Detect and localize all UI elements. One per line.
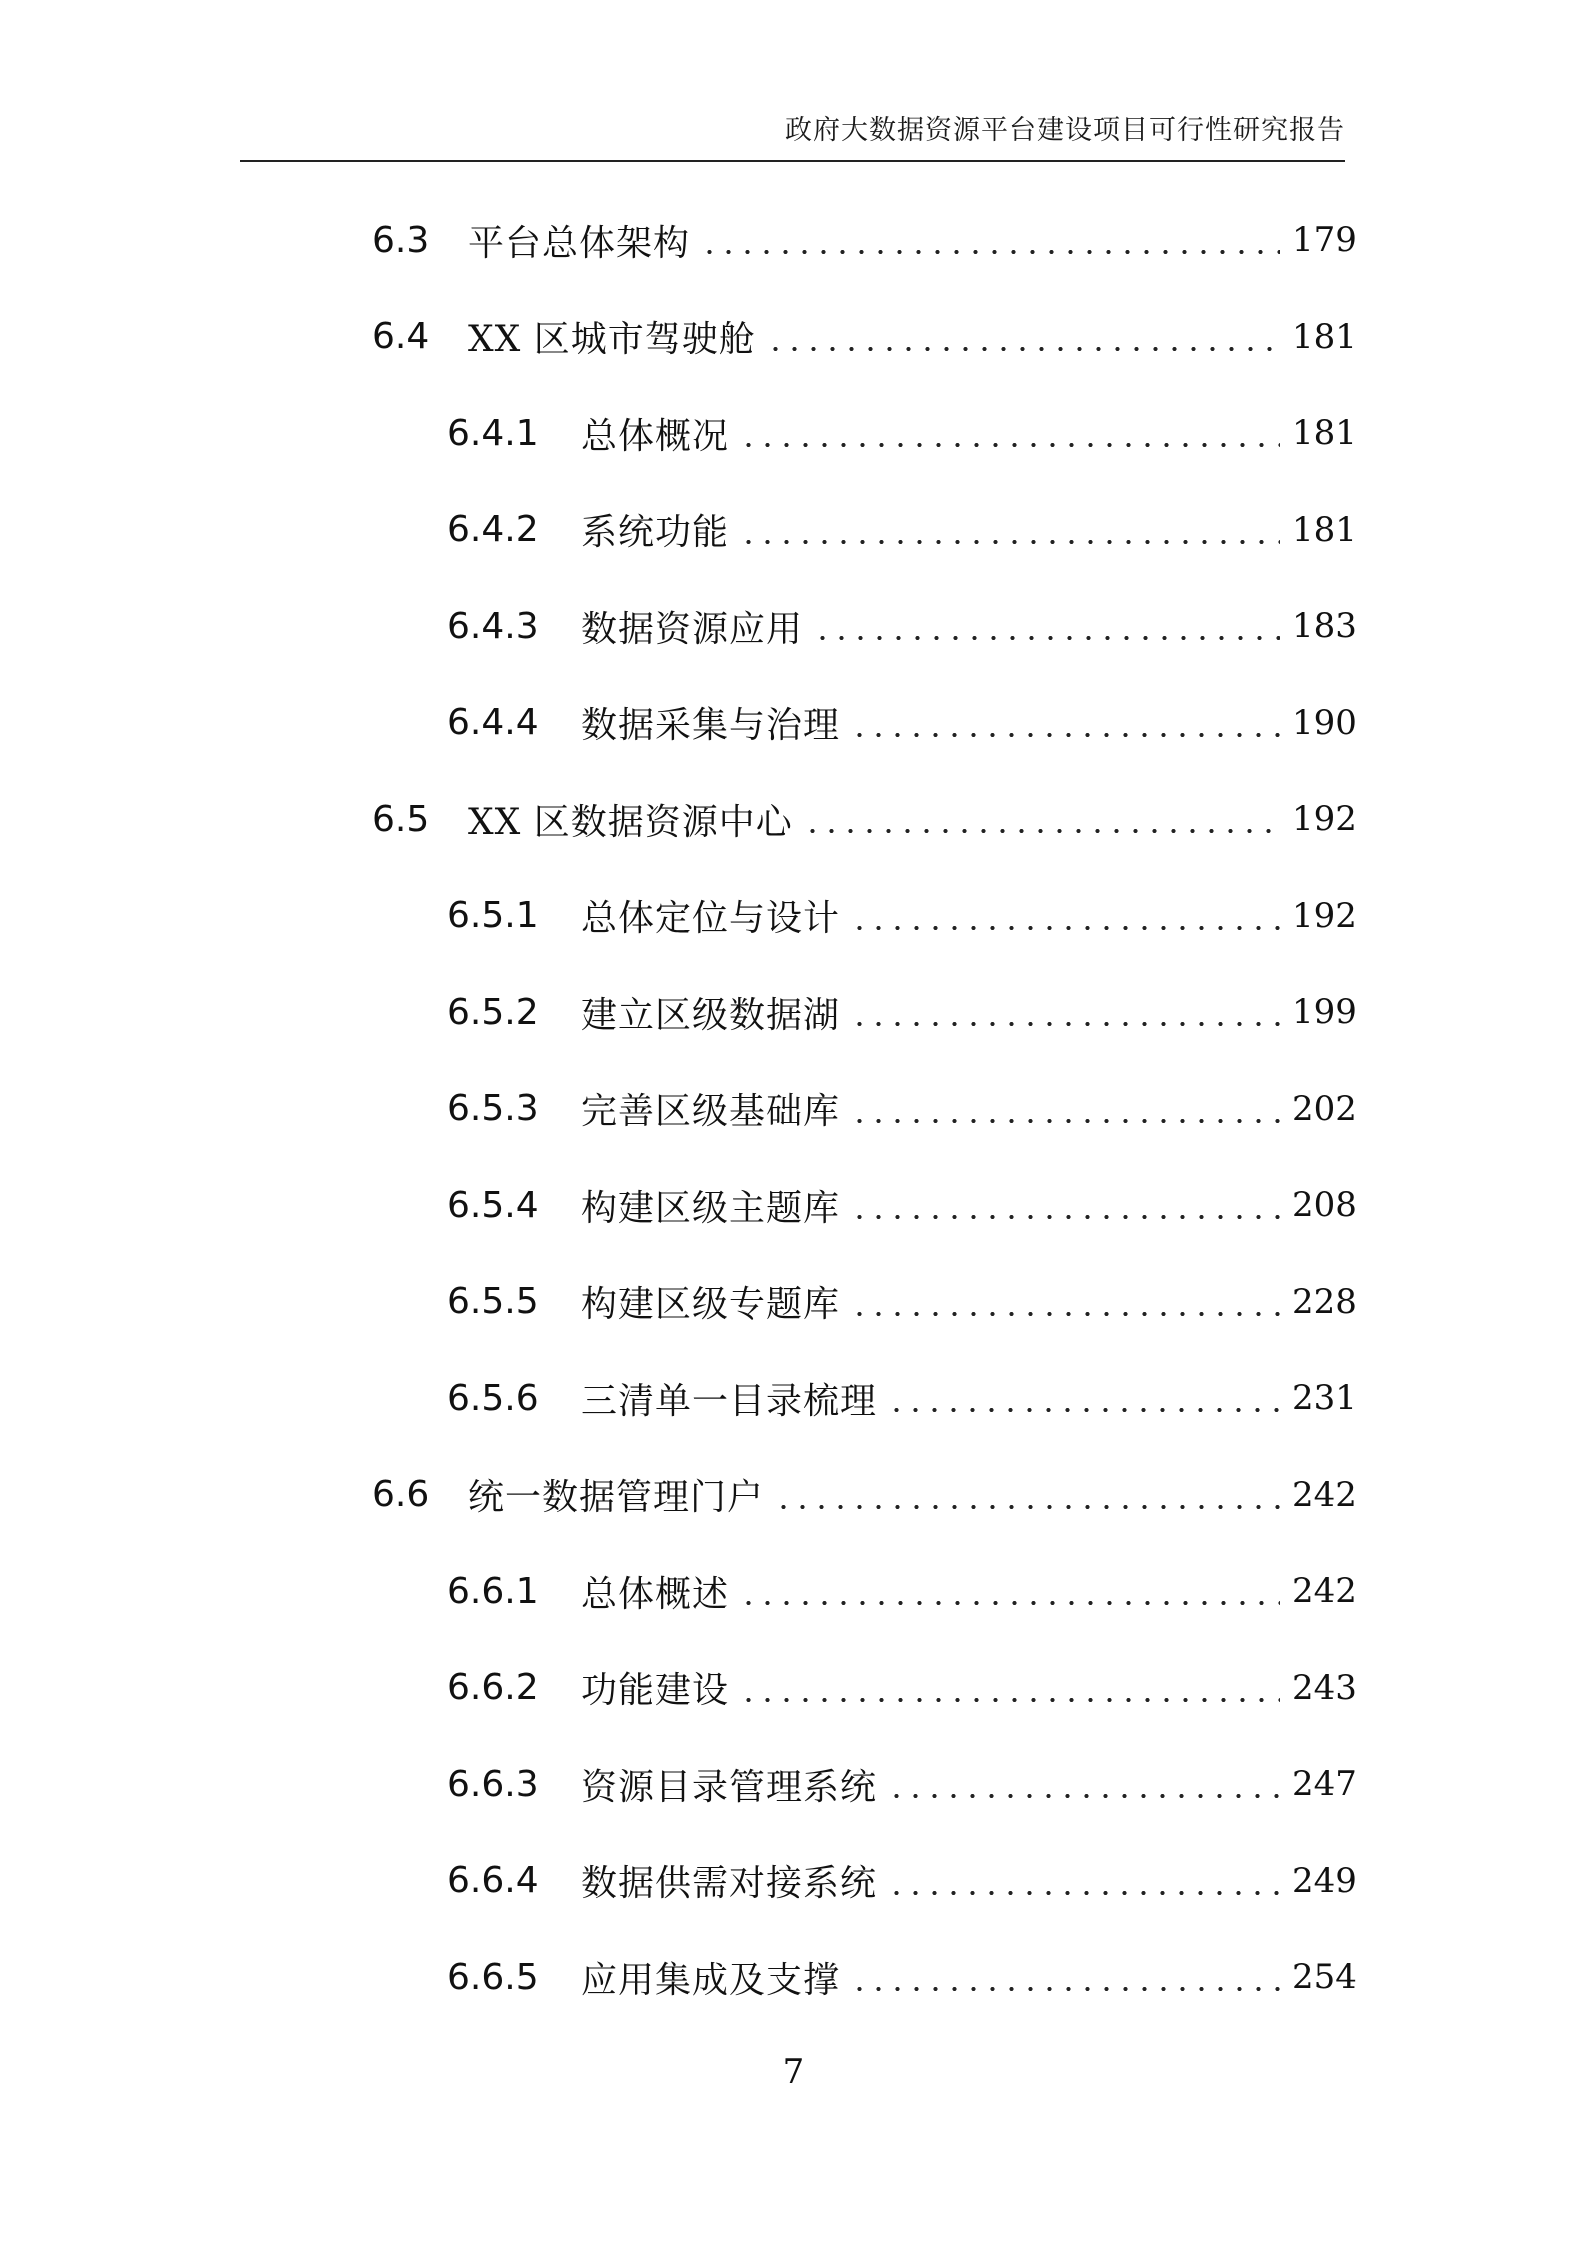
toc-dot-leader [887,1380,1280,1416]
toc-entry-number: 6.4.3 [447,605,539,647]
page-number: 7 [782,2052,805,2092]
toc-entry-page: 249 [1292,1860,1357,1901]
toc-entry-title: XX 区数据资源中心 [468,801,793,843]
toc-entry-title: 资源目录管理系统 [581,1766,878,1808]
toc-dot-leader [850,994,1280,1030]
toc-entry-number: 6.4.4 [447,702,539,744]
toc-dot-leader [850,1091,1280,1127]
toc-entry-page: 254 [1292,1957,1357,1998]
header-rule [240,160,1345,162]
toc-entry-page: 242 [1292,1571,1357,1612]
toc-entry-number: 6.5.4 [447,1184,539,1226]
toc-entry-title: 系统功能 [581,512,730,554]
toc-entry[interactable] [0,675,1587,772]
toc-entry[interactable] [0,1350,1587,1447]
toc-dot-leader [766,319,1280,355]
toc-entry-title: XX 区城市驾驶舱 [468,319,756,361]
toc-dot-leader [887,1766,1280,1802]
toc-entry-page: 202 [1292,1088,1357,1129]
toc-entry-page: 243 [1292,1667,1357,1708]
toc-dot-leader [813,608,1280,644]
toc-entry-number: 6.5 [372,798,430,840]
toc-entry[interactable] [0,868,1587,965]
toc-dot-leader [850,1187,1280,1223]
toc-entry-page: 231 [1292,1378,1357,1419]
toc-entry[interactable] [0,1061,1587,1158]
toc-entry[interactable] [0,578,1587,675]
toc-dot-leader [850,898,1280,934]
toc-entry-number: 6.6.1 [447,1570,539,1612]
toc-dot-leader [774,1477,1280,1513]
toc-dot-leader [739,415,1280,451]
toc-entry-page: 242 [1292,1474,1357,1515]
toc-entry-page: 247 [1292,1764,1357,1805]
toc-entry-number: 6.4 [372,316,430,358]
toc-entry[interactable] [0,1929,1587,2026]
toc-dot-leader [700,222,1280,258]
toc-dot-leader [739,1573,1280,1609]
toc-dot-leader [803,801,1280,837]
toc-dot-leader [887,1863,1280,1899]
toc-entry[interactable] [0,1447,1587,1544]
toc-entry-title: 构建区级主题库 [581,1187,841,1229]
toc-dot-leader [850,705,1280,741]
toc-entry-number: 6.6 [372,1474,430,1516]
toc-entry-title: 三清单一目录梳理 [581,1380,878,1422]
toc-entry-title: 数据采集与治理 [581,705,841,747]
toc-dot-leader [739,1670,1280,1706]
toc-entry[interactable] [0,482,1587,579]
toc-entry-page: 228 [1292,1281,1357,1322]
toc-entry-page: 181 [1292,509,1357,550]
toc-entry-number: 6.4.2 [447,509,539,551]
toc-entry-page: 192 [1292,799,1357,840]
toc-entry-title: 建立区级数据湖 [581,994,841,1036]
toc-entry-number: 6.5.1 [447,895,539,937]
toc-entry-title: 数据供需对接系统 [581,1863,878,1905]
toc-entry[interactable] [0,964,1587,1061]
toc-entry[interactable] [0,1640,1587,1737]
toc-entry-number: 6.4.1 [447,412,539,454]
toc-entry-title: 完善区级基础库 [581,1091,841,1133]
toc-dot-leader [850,1959,1280,1995]
toc-entry-number: 6.6.3 [447,1763,539,1805]
toc-entry[interactable] [0,1833,1587,1930]
toc-entry[interactable] [0,1736,1587,1833]
toc-entry-title: 总体概况 [581,415,730,457]
toc-entry[interactable] [0,771,1587,868]
toc-entry-number: 6.6.4 [447,1860,539,1902]
toc-entry-title: 数据资源应用 [581,608,804,650]
toc-entry-page: 208 [1292,1185,1357,1226]
toc-entry-number: 6.6.5 [447,1956,539,1998]
toc-entry[interactable] [0,192,1587,289]
toc-entry-number: 6.5.5 [447,1281,539,1323]
toc-entry[interactable] [0,289,1587,386]
toc-entry[interactable] [0,1254,1587,1351]
toc-entry[interactable] [0,385,1587,482]
toc-entry-number: 6.6.2 [447,1667,539,1709]
toc-entry-number: 6.5.3 [447,1088,539,1130]
toc-dot-leader [739,512,1280,548]
toc-entry-page: 181 [1292,413,1357,454]
toc-entry[interactable] [0,1543,1587,1640]
toc-entry-title: 构建区级专题库 [581,1284,841,1326]
toc-entry-title: 功能建设 [581,1670,730,1712]
toc-entry-page: 192 [1292,895,1357,936]
toc-entry-page: 181 [1292,316,1357,357]
toc-entry-number: 6.5.2 [447,991,539,1033]
toc-entry-page: 190 [1292,702,1357,743]
toc-dot-leader [850,1284,1280,1320]
table-of-contents [0,192,1587,2026]
toc-entry-page: 179 [1292,220,1357,261]
toc-entry-number: 6.5.6 [447,1377,539,1419]
toc-entry[interactable] [0,1157,1587,1254]
running-header: 政府大数据资源平台建设项目可行性研究报告 [785,115,1345,146]
toc-entry-title: 应用集成及支撑 [581,1959,841,2001]
toc-entry-title: 总体概述 [581,1573,730,1615]
toc-entry-title: 平台总体架构 [468,222,691,264]
toc-entry-title: 统一数据管理门户 [468,1477,765,1519]
toc-entry-number: 6.3 [372,219,430,261]
toc-entry-page: 183 [1292,606,1357,647]
toc-entry-title: 总体定位与设计 [581,898,841,940]
toc-entry-page: 199 [1292,992,1357,1033]
